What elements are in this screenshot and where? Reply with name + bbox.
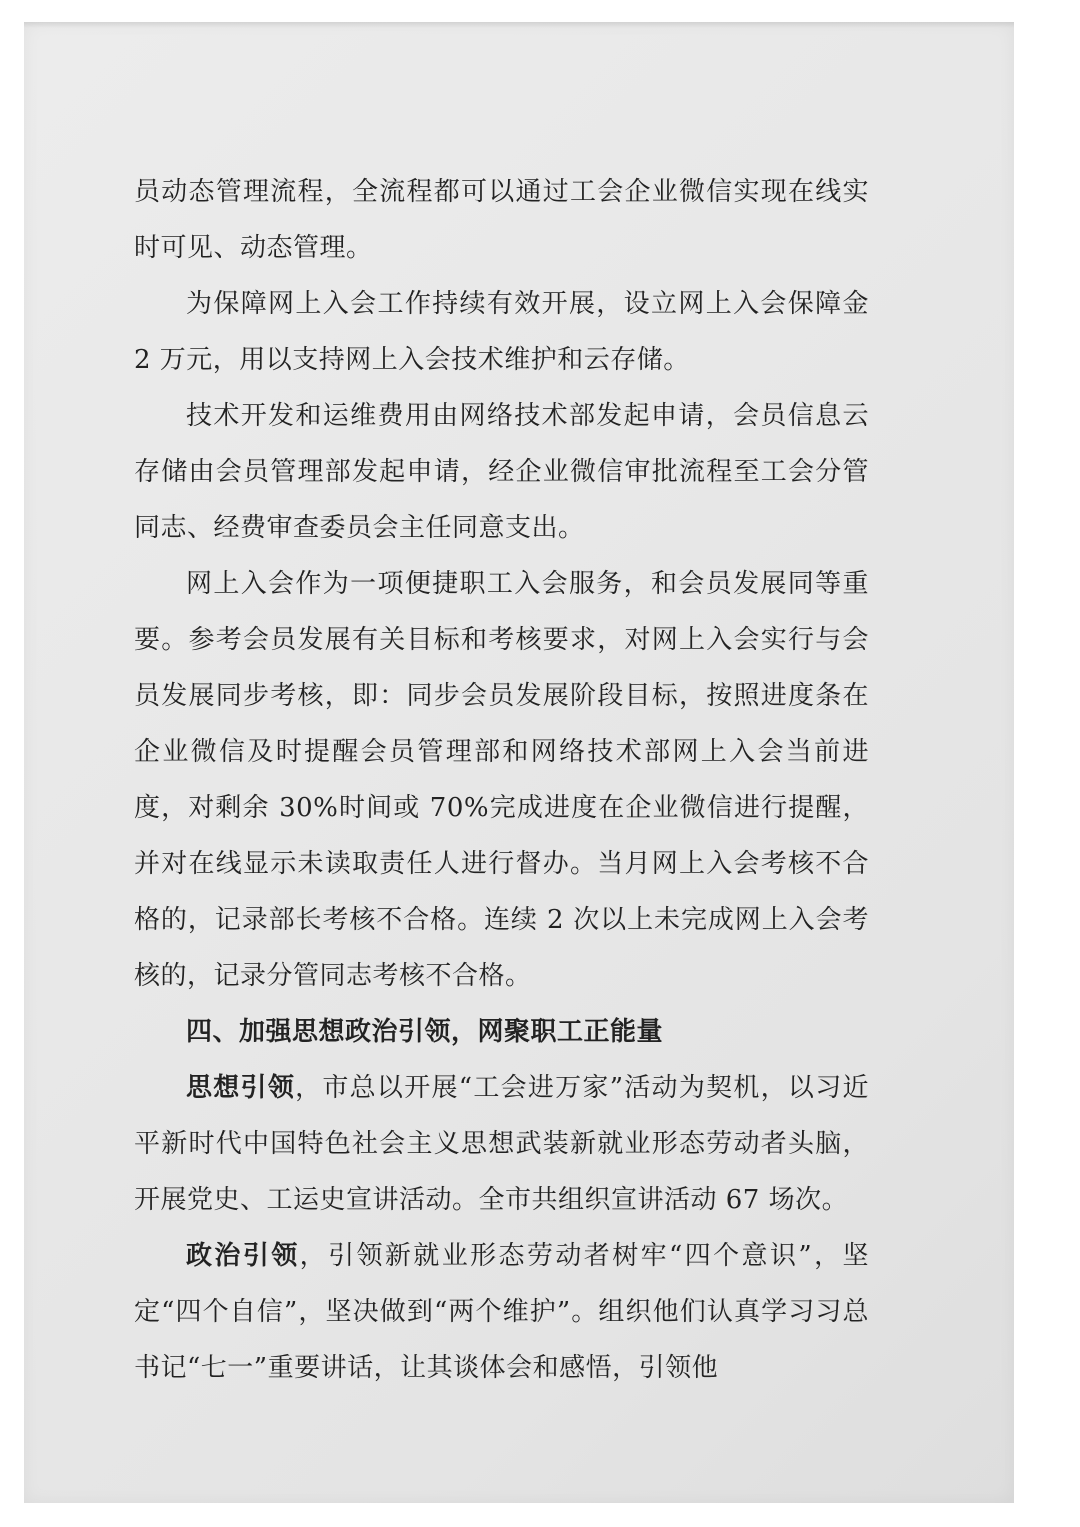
paragraph-3: 技术开发和运维费用由网络技术部发起申请，会员信息云存储由会员管理部发起申请，经企业微信审批流程至工会分管同志、经费审查委员会主任同意支出。 bbox=[134, 401, 869, 543]
subsection-text: ，引领新就业形态劳动者树牢“四个意识”，坚定“四个自信”，坚决做到“两个维护”。组织他们认真学习习总书记“七一”重要讲话，让其谈体会和感悟，引领他 bbox=[134, 1241, 869, 1383]
subsection-lead: 政治引领 bbox=[186, 1241, 300, 1271]
subsection-thought-guidance bbox=[134, 1060, 869, 1228]
paragraph-2: 为保障网上入会工作持续有效开展，设立网上入会保障金 2 万元，用以支持网上入会技术维护和云存储。 bbox=[134, 289, 869, 375]
document-body bbox=[134, 164, 869, 1396]
subsection-text: ，市总以开展“工会进万家”活动为契机，以习近平新时代中国特色社会主义思想武装新就业形态劳动者头脑，开展党史、工运史宣讲活动。全市共组织宣讲活动 67 场次。 bbox=[134, 1073, 869, 1215]
paper-sheet bbox=[24, 22, 1014, 1503]
section-heading: 四、加强思想政治引领，网聚职工正能量 bbox=[186, 1017, 664, 1047]
subsection-political-guidance bbox=[134, 1228, 869, 1396]
paper-edge bbox=[24, 22, 1014, 28]
paragraph-1: 员动态管理流程，全流程都可以通过工会企业微信实现在线实时可见、动态管理。 bbox=[134, 177, 869, 263]
paragraph-4: 网上入会作为一项便捷职工入会服务，和会员发展同等重要。参考会员发展有关目标和考核要求，对网上入会实行与会员发展同步考核，即：同步会员发展阶段目标，按照进度条在企业微信及时提醒会员管理部和网络技术部网上入会当前进度，对剩余 30%时间或 70%完成进度在企业微信进行提醒，并对在线显示未读取责任人进行督办。当月网上入会考核不合格的，记录部长考核不合格。连续 2 次以上未完成网上入会考核的，记录分管同志考核不合格。 bbox=[134, 569, 869, 991]
subsection-lead: 思想引领 bbox=[186, 1073, 296, 1103]
